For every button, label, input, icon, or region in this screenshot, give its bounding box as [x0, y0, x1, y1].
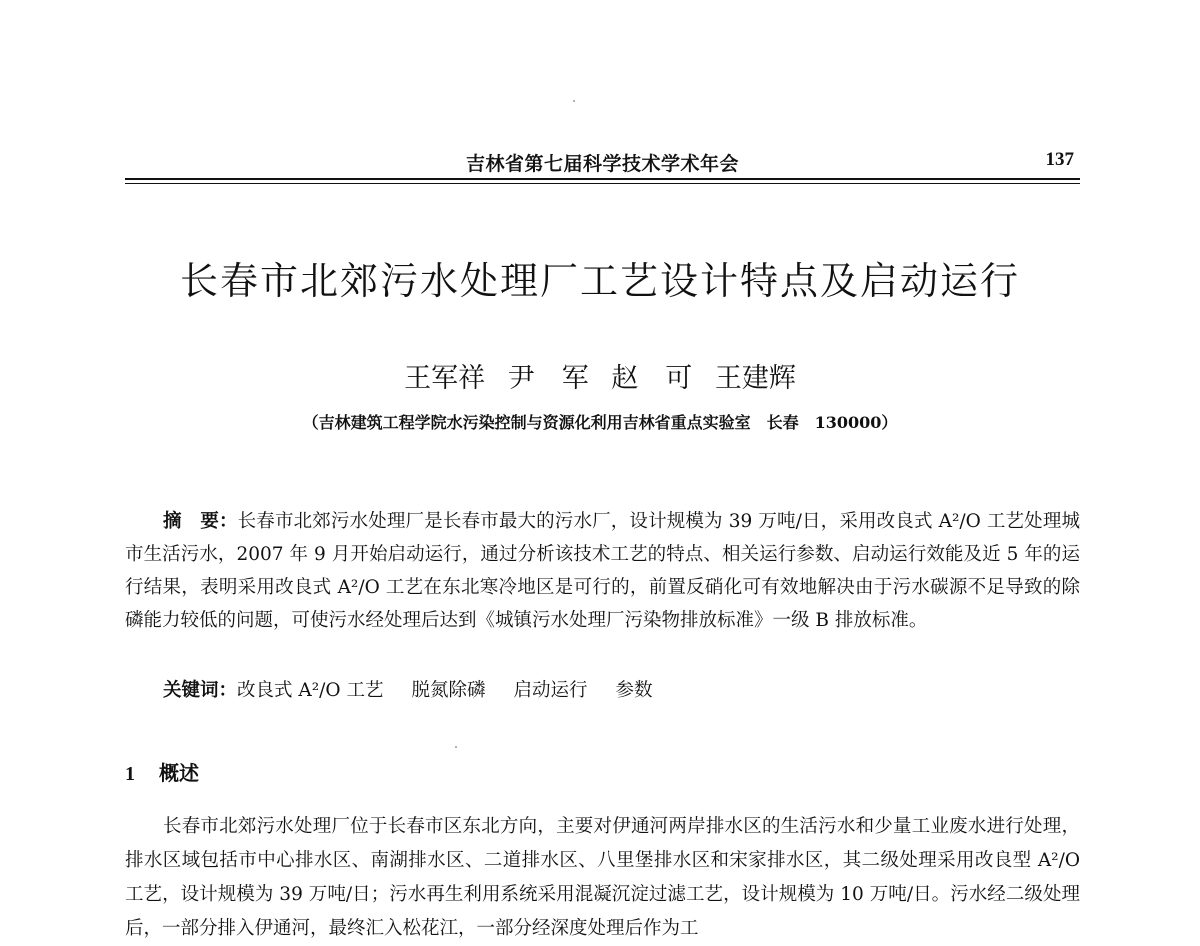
header-rule-thin: [125, 183, 1080, 184]
author: 王军祥: [404, 363, 486, 394]
scan-speck: [573, 100, 575, 102]
abstract-text: 长春市北郊污水处理厂是长春市最大的污水厂，设计规模为 39 万吨/日，采用改良式 A²/O 工艺处理城市生活污水，2007 年 9 月开始启动运行，通过分析该技术工艺的特点、相关运行参数、启动运行效能及近 5 年的运行结果，表明采用改良式 A²/O 工艺在东北寒冷地区是可行的，前置反硝化可有效地解决由于污水碳源不足导致的除磷能力较低的问题，可使污水经处理后达到《城镇污水处理厂污染物排放标准》一级 B 排放标准。: [125, 511, 1080, 631]
author: 赵 可: [611, 363, 693, 394]
abstract: [125, 505, 1080, 637]
keywords-label: 关键词：: [163, 680, 238, 701]
scan-speck: [455, 746, 457, 748]
keyword: 改良式 A²/O 工艺: [237, 680, 384, 701]
page-number: 137: [1045, 149, 1074, 170]
author-list: [0, 356, 1200, 395]
body-paragraph: 长春市北郊污水处理厂位于长春市区东北方向，主要对伊通河两岸排水区的生活污水和少量工业废水进行处理，排水区域包括市中心排水区、南湖排水区、二道排水区、八里堡排水区和宋家排水区，其二级处理采用改良型 A²/O 工艺，设计规模为 39 万吨/日；污水再生利用系统采用混凝沉淀过滤工艺，设计规模为 10 万吨/日。污水经二级处理后，一部分排入伊通河，最终汇入松花江，一部分经深度处理后作为工: [125, 816, 1080, 939]
keyword: 启动运行: [513, 680, 588, 701]
abstract-label: 摘 要：: [163, 511, 238, 532]
section-title: 概述: [159, 761, 199, 785]
keyword: 参数: [615, 680, 653, 701]
header-rule-thick: [125, 178, 1080, 180]
author: 王建辉: [714, 363, 796, 394]
keyword: 脱氮除磷: [411, 680, 486, 701]
body-text: [125, 810, 1080, 946]
affiliation: （吉林建筑工程学院水污染控制与资源化利用吉林省重点实验室 长春 130000）: [302, 413, 898, 432]
section-number: 1: [125, 763, 135, 785]
author: 尹 军: [507, 363, 589, 394]
journal-title: 吉林省第七届科学技术学术年会: [465, 153, 739, 175]
keywords: [163, 674, 681, 707]
paper-title: 长春市北郊污水处理厂工艺设计特点及启动运行: [179, 259, 1020, 303]
section-heading: [125, 757, 199, 786]
